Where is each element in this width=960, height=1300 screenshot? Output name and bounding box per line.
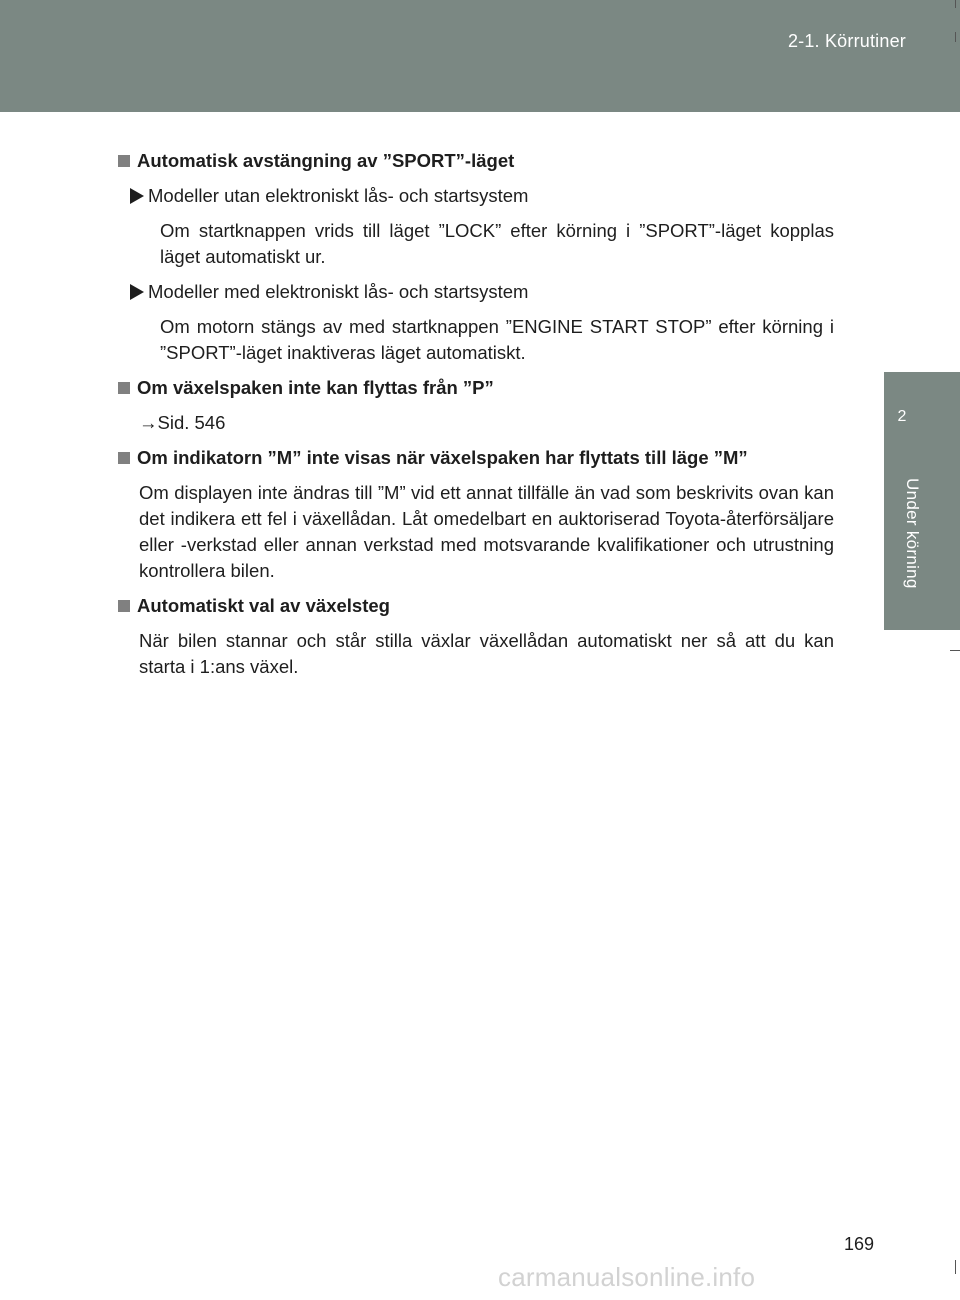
section-heading <box>118 593 834 619</box>
paragraph: Om motorn stängs av med startknappen ”ENGINE START STOP” efter körning i ”SPORT”-läget inaktiveras läget automatiskt. <box>160 316 834 363</box>
arrow-right-icon: → <box>139 412 158 433</box>
watermark: carmanualsonline.info <box>498 1262 756 1292</box>
crop-mark <box>955 1260 956 1274</box>
chapter-number: 2 <box>897 408 907 425</box>
page-reference[interactable] <box>118 410 834 436</box>
triangle-bullet-icon <box>130 284 144 300</box>
page-number: 169 <box>843 1234 874 1254</box>
paragraph: När bilen stannar och står stilla växlar växellådan automatiskt ner så att du kan starta i 1:ans växel. <box>139 630 834 677</box>
section-heading <box>118 375 834 401</box>
crop-mark <box>955 0 956 8</box>
section-heading-text: Om indikatorn ”M” inte visas när växelspaken har flyttats till läge ”M” <box>137 447 748 468</box>
model-subheading <box>130 279 834 305</box>
section-heading <box>118 148 834 174</box>
triangle-bullet-icon <box>130 188 144 204</box>
section-heading-text: Automatisk avstängning av ”SPORT”-läget <box>137 150 515 171</box>
crop-mark <box>950 650 960 651</box>
page-reference-text: Sid. 546 <box>157 412 226 433</box>
header-band <box>0 0 960 112</box>
square-bullet-icon <box>118 155 130 167</box>
paragraph: Om displayen inte ändras till ”M” vid ett annat tillfälle än vad som beskrivits ovan kan det indikera ett fel i växellådan. Låt omedelbart en auktoriserad Toyota-återförsäljare eller -verkstad eller annan verkstad med motsvarande kvalifikationer och utrustning kontrollera bilen. <box>139 482 834 581</box>
section-heading-text: Om växelspaken inte kan flyttas från ”P” <box>137 377 494 398</box>
paragraph: Om startknappen vrids till läget ”LOCK” efter körning i ”SPORT”-läget kopplas läget automatiskt ur. <box>160 220 834 267</box>
model-subheading-text: Modeller utan elektroniskt lås- och startsystem <box>148 185 529 206</box>
section-heading <box>118 445 834 471</box>
section-heading-text: Automatiskt val av växelsteg <box>137 595 390 616</box>
model-subheading <box>130 183 834 209</box>
chapter-label: Under körning <box>903 478 922 589</box>
model-subheading-text: Modeller med elektroniskt lås- och startsystem <box>148 281 529 302</box>
square-bullet-icon <box>118 382 130 394</box>
chapter-tab <box>884 372 960 630</box>
chapter-title: 2-1. Körrutiner <box>787 31 906 51</box>
square-bullet-icon <box>118 452 130 464</box>
page-content <box>118 148 834 689</box>
crop-mark <box>955 32 956 42</box>
square-bullet-icon <box>118 600 130 612</box>
